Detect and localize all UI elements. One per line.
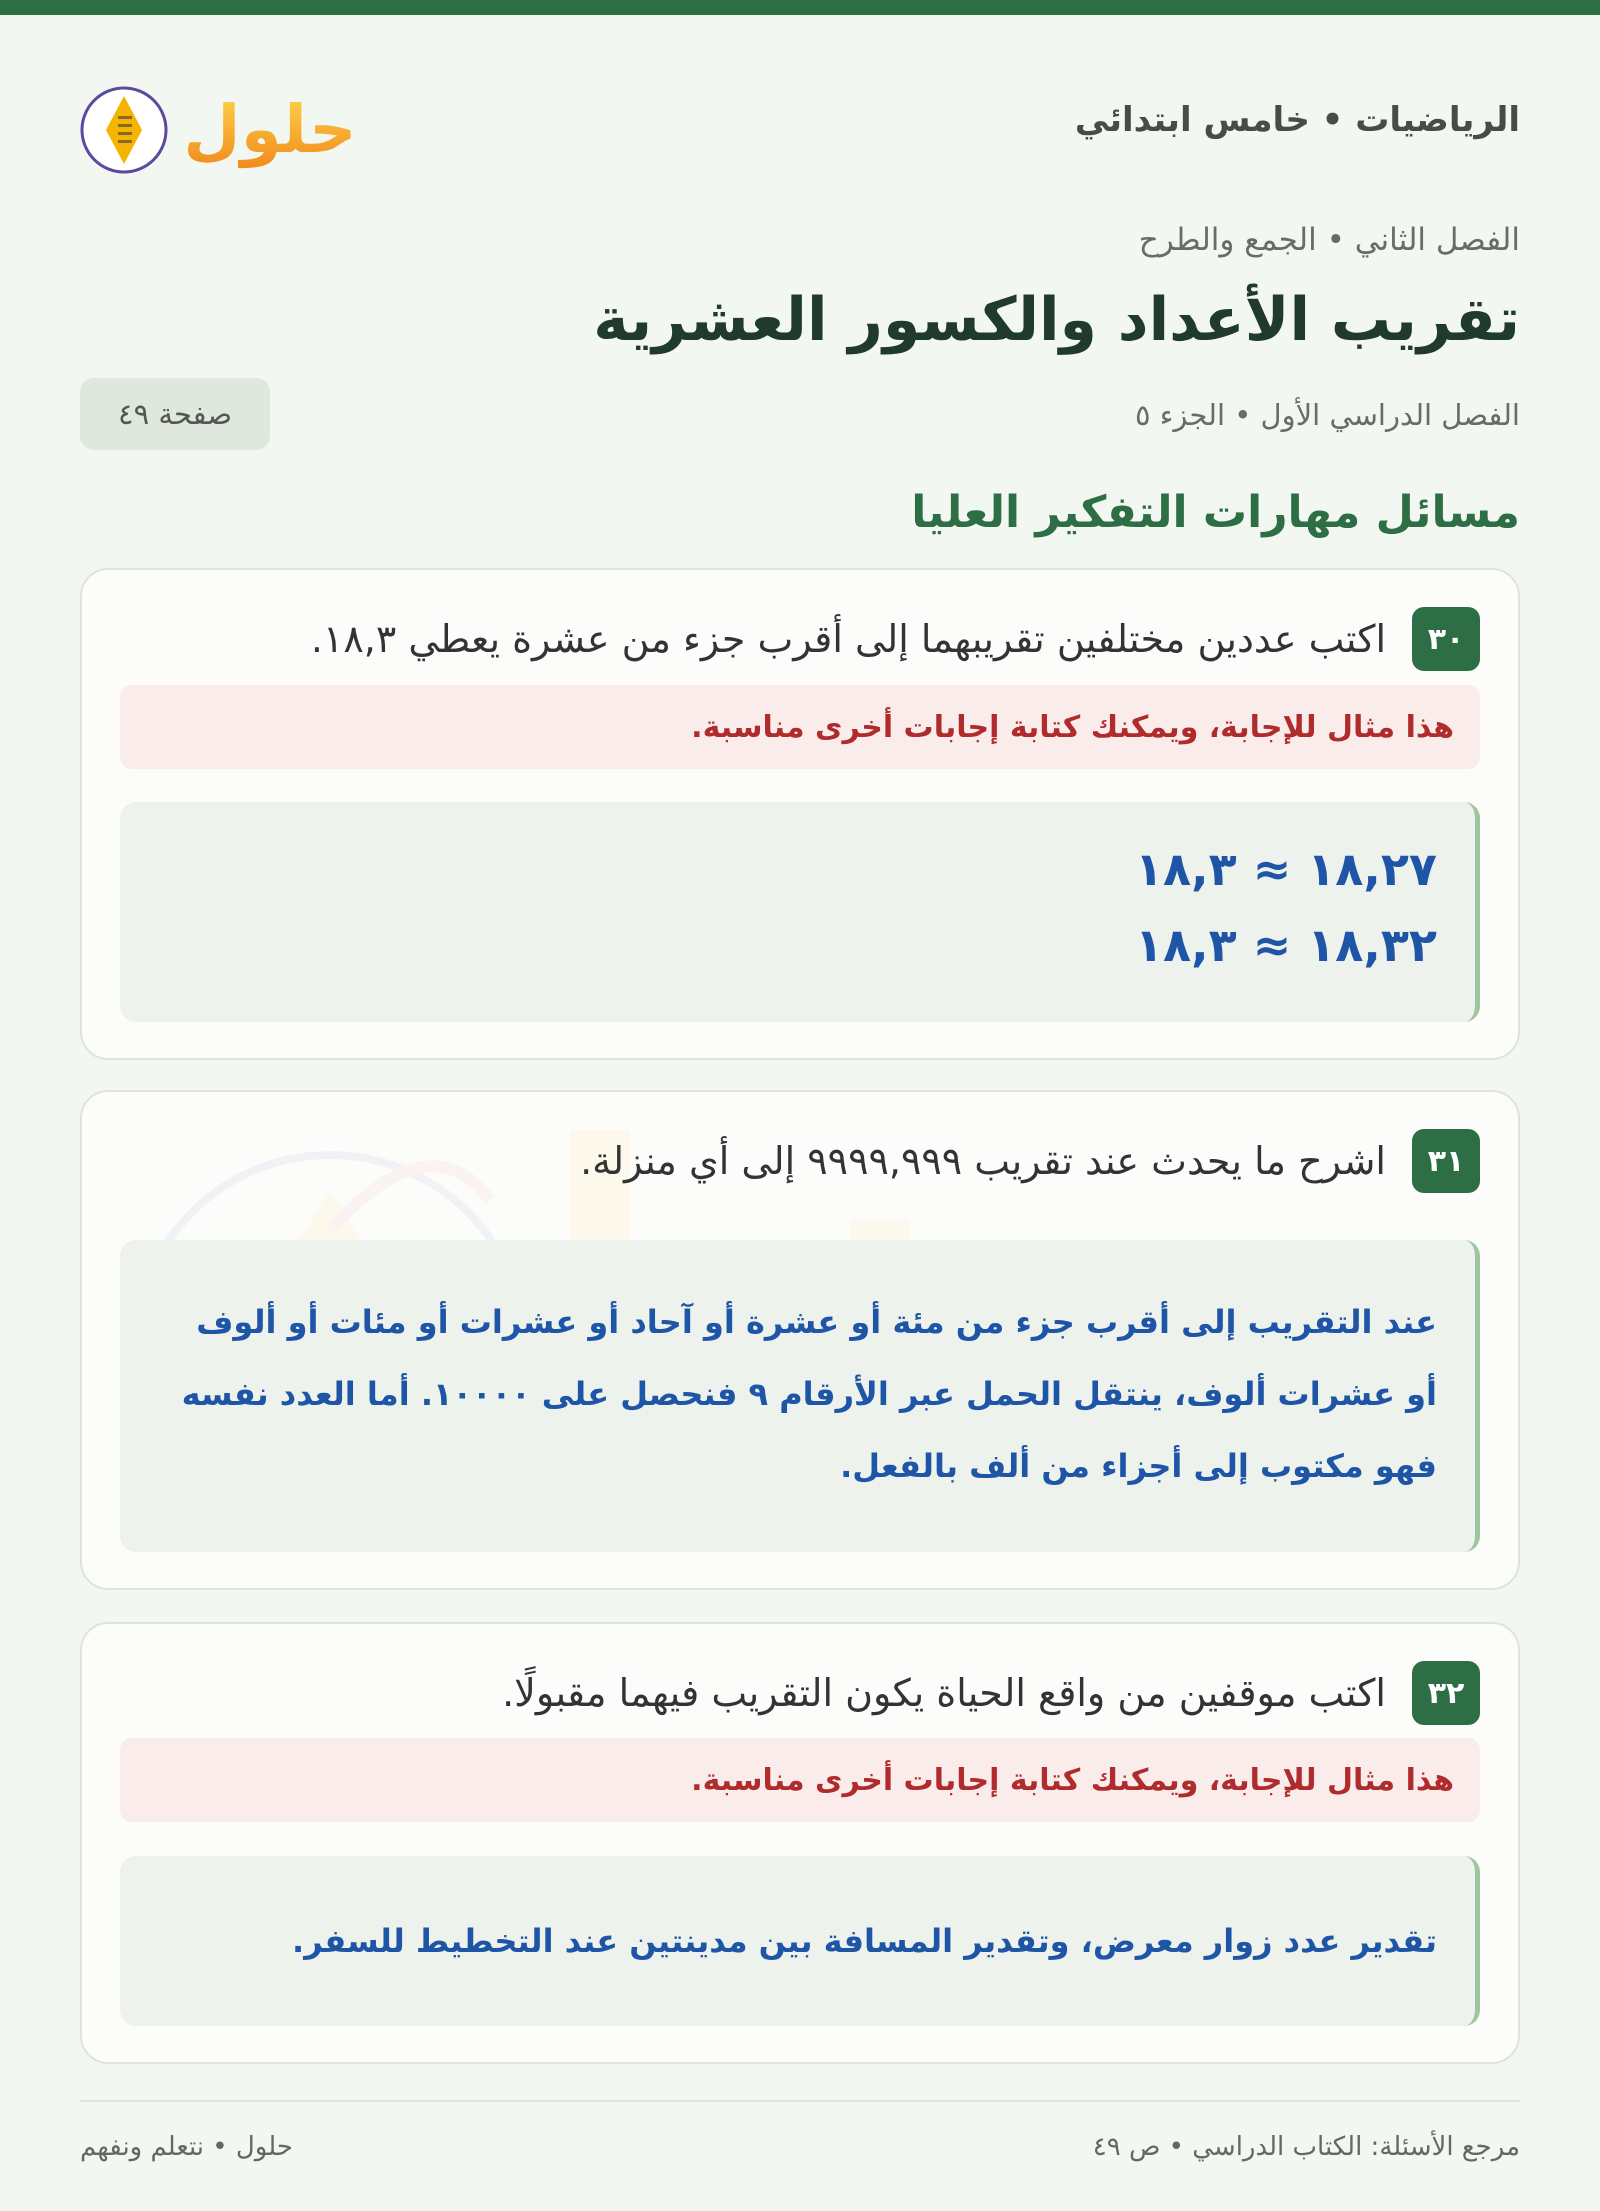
chapter-label: الفصل الثاني • الجمع والطرح (1138, 222, 1520, 258)
answer-box (120, 802, 1480, 1022)
logo-text: حلول (183, 91, 357, 168)
question-card-32 (80, 1622, 1520, 2064)
answer-line: ١٨,٢٧ ≈ ١٨,٣ (1134, 842, 1437, 896)
question-text: اشرح ما يحدث عند تقريب ٩٩٩٩,٩٩٩ إلى أي منزلة. (580, 1139, 1386, 1183)
answer-line: ١٨,٣٢ ≈ ١٨,٣ (1134, 918, 1437, 972)
question-text: اكتب موقفين من واقع الحياة يكون التقريب فيهما مقبولًا. (502, 1671, 1386, 1715)
question-number-badge: ٣٢ (1412, 1661, 1480, 1725)
question-card-30 (80, 568, 1520, 1060)
question-row (502, 1661, 1480, 1725)
page-number-badge: صفحة ٤٩ (80, 378, 270, 450)
example-answer-note: هذا مثال للإجابة، ويمكنك كتابة إجابات أخرى مناسبة. (120, 685, 1480, 769)
lesson-meta: الفصل الدراسي الأول • الجزء ٥ (1134, 398, 1520, 432)
footer-reference: مرجع الأسئلة: الكتاب الدراسي • ص ٤٩ (1092, 2132, 1520, 2162)
answer-box (120, 1240, 1480, 1552)
page-title: تقريب الأعداد والكسور العشرية (593, 285, 1520, 355)
logo-icon (80, 60, 370, 180)
answer-paragraph: عند التقريب إلى أقرب جزء من مئة أو عشرة أو آحاد أو عشرات أو مئات أو ألوف أو عشرات ألوف، ينتقل الحمل عبر الأرقام ٩ فنحصل على ١٠٠٠٠. أما العدد نفسه فهو مكتوب إلى أجزاء من ألف بالفعل. (181, 1303, 1437, 1485)
question-text: اكتب عددين مختلفين تقريبهما إلى أقرب جزء من عشرة يعطي ١٨,٣. (310, 617, 1386, 661)
hulul-logo[interactable] (80, 60, 370, 180)
subject-label: الرياضيات • خامس ابتدائي (1074, 100, 1520, 140)
page-header (80, 60, 1520, 180)
question-row (311, 607, 1480, 671)
question-number-badge: ٣٠ (1412, 607, 1480, 671)
top-accent-bar (0, 0, 1600, 15)
footer-brand: حلول • نتعلم ونفهم (80, 2132, 293, 2162)
answer-paragraph: تقدير عدد زوار معرض، وتقدير المسافة بين مدينتين عند التخطيط للسفر. (292, 1922, 1437, 1960)
section-heading: مسائل مهارات التفكير العليا (911, 487, 1520, 538)
question-number-badge: ٣١ (1412, 1129, 1480, 1193)
footer-divider (80, 2100, 1520, 2102)
question-row (580, 1129, 1480, 1193)
example-answer-note: هذا مثال للإجابة، ويمكنك كتابة إجابات أخرى مناسبة. (120, 1738, 1480, 1822)
question-card-31 (80, 1090, 1520, 1590)
answer-box (120, 1856, 1480, 2026)
